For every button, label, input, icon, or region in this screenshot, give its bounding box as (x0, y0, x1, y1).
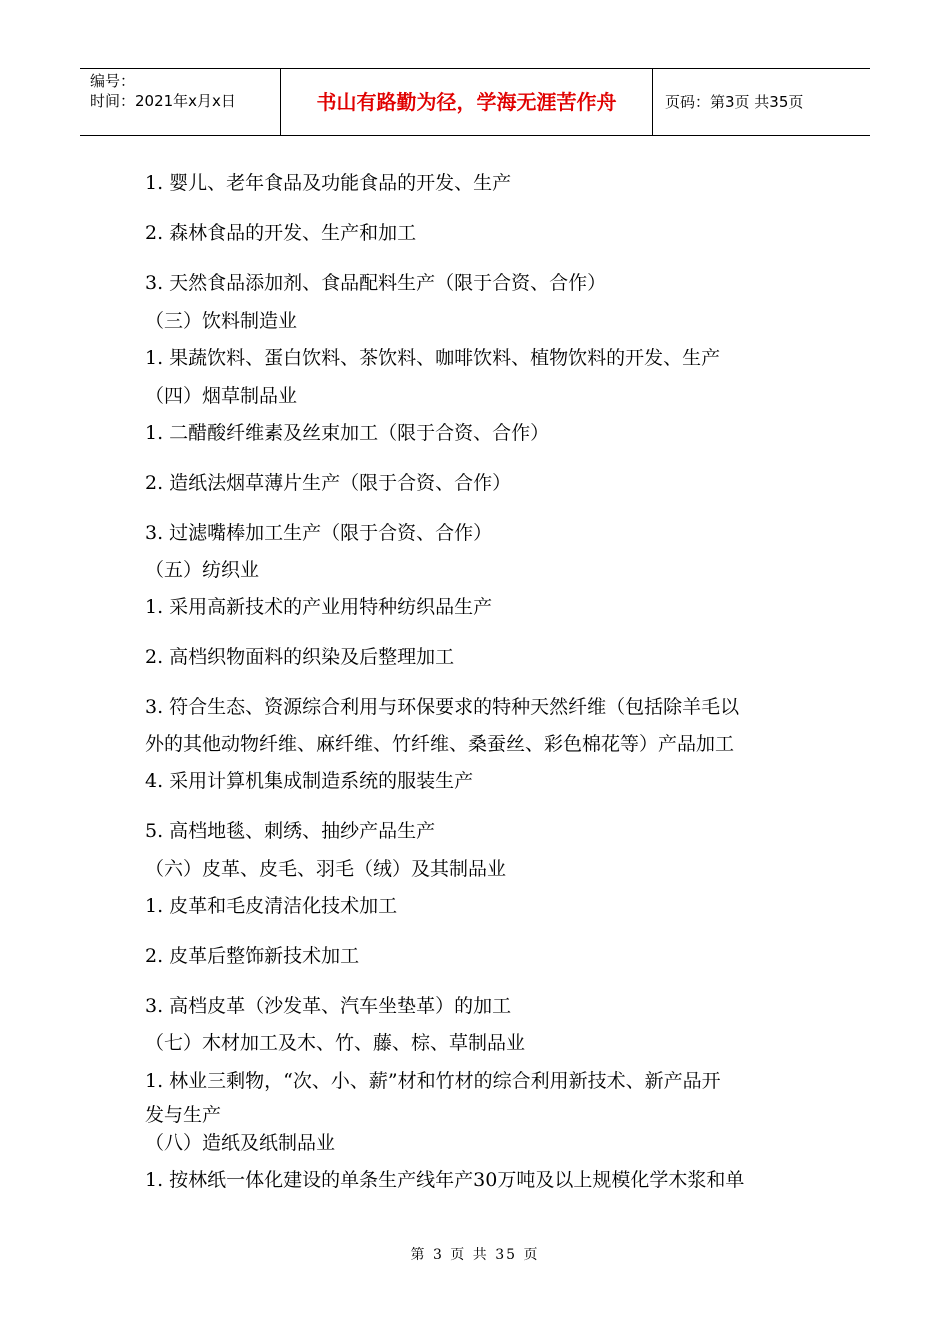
list-item: 1. 按林纸一体化建设的单条生产线年产30万吨及以上规模化学木浆和单 (145, 1169, 745, 1191)
list-item: 3. 天然食品添加剂、食品配料生产（限于合资、合作） (145, 272, 607, 294)
list-item: 2. 皮革后整饰新技术加工 (145, 945, 360, 967)
list-item: 3. 过滤嘴棒加工生产（限于合资、合作） (145, 522, 493, 544)
section-heading: （六）皮革、皮毛、羽毛（绒）及其制品业 (145, 858, 507, 880)
header-page-number: 页码：第3页 共35页 (665, 93, 804, 111)
list-item: 1. 皮革和毛皮清洁化技术加工 (145, 895, 398, 917)
section-heading: （三）饮料制造业 (145, 310, 298, 332)
section-heading: （八）造纸及纸制品业 (145, 1132, 336, 1154)
header-meta-cell (80, 69, 281, 135)
list-item: 4. 采用计算机集成制造系统的服装生产 (145, 770, 474, 792)
section-heading: （四）烟草制品业 (145, 385, 298, 407)
list-item: 2. 高档织物面料的织染及后整理加工 (145, 646, 455, 668)
section-heading: （七）木材加工及木、竹、藤、棕、草制品业 (145, 1032, 526, 1054)
list-item-continuation: 发与生产 (145, 1104, 222, 1126)
list-item: 1. 果蔬饮料、蛋白饮料、茶饮料、咖啡饮料、植物饮料的开发、生产 (145, 347, 721, 369)
header-motto: 书山有路勤为径，学海无涯苦作舟 (281, 69, 653, 135)
document-number-label: 编号： (90, 72, 136, 90)
list-item: 5. 高档地毯、刺绣、抽纱产品生产 (145, 820, 436, 842)
list-item: 3. 高档皮革（沙发革、汽车坐垫革）的加工 (145, 995, 512, 1017)
list-item: 1. 婴儿、老年食品及功能食品的开发、生产 (145, 172, 512, 194)
list-item: 2. 造纸法烟草薄片生产（限于合资、合作） (145, 472, 512, 494)
list-item: 1. 林业三剩物，“次、小、薪”材和竹材的综合利用新技术、新产品开 (145, 1070, 721, 1092)
list-item-continuation: 外的其他动物纤维、麻纤维、竹纤维、桑蚕丝、彩色棉花等）产品加工 (145, 733, 735, 755)
section-heading: （五）纺织业 (145, 559, 260, 581)
list-item: 1. 采用高新技术的产业用特种纺织品生产 (145, 596, 493, 618)
page-footer: 第 3 页 共 35 页 (410, 1247, 540, 1263)
document-date-label: 时间：2021年x月x日 (90, 92, 236, 110)
list-item: 3. 符合生态、资源综合利用与环保要求的特种天然纤维（包括除羊毛以 (145, 696, 740, 718)
document-header (80, 68, 870, 136)
list-item: 2. 森林食品的开发、生产和加工 (145, 222, 417, 244)
list-item: 1. 二醋酸纤维素及丝束加工（限于合资、合作） (145, 422, 550, 444)
